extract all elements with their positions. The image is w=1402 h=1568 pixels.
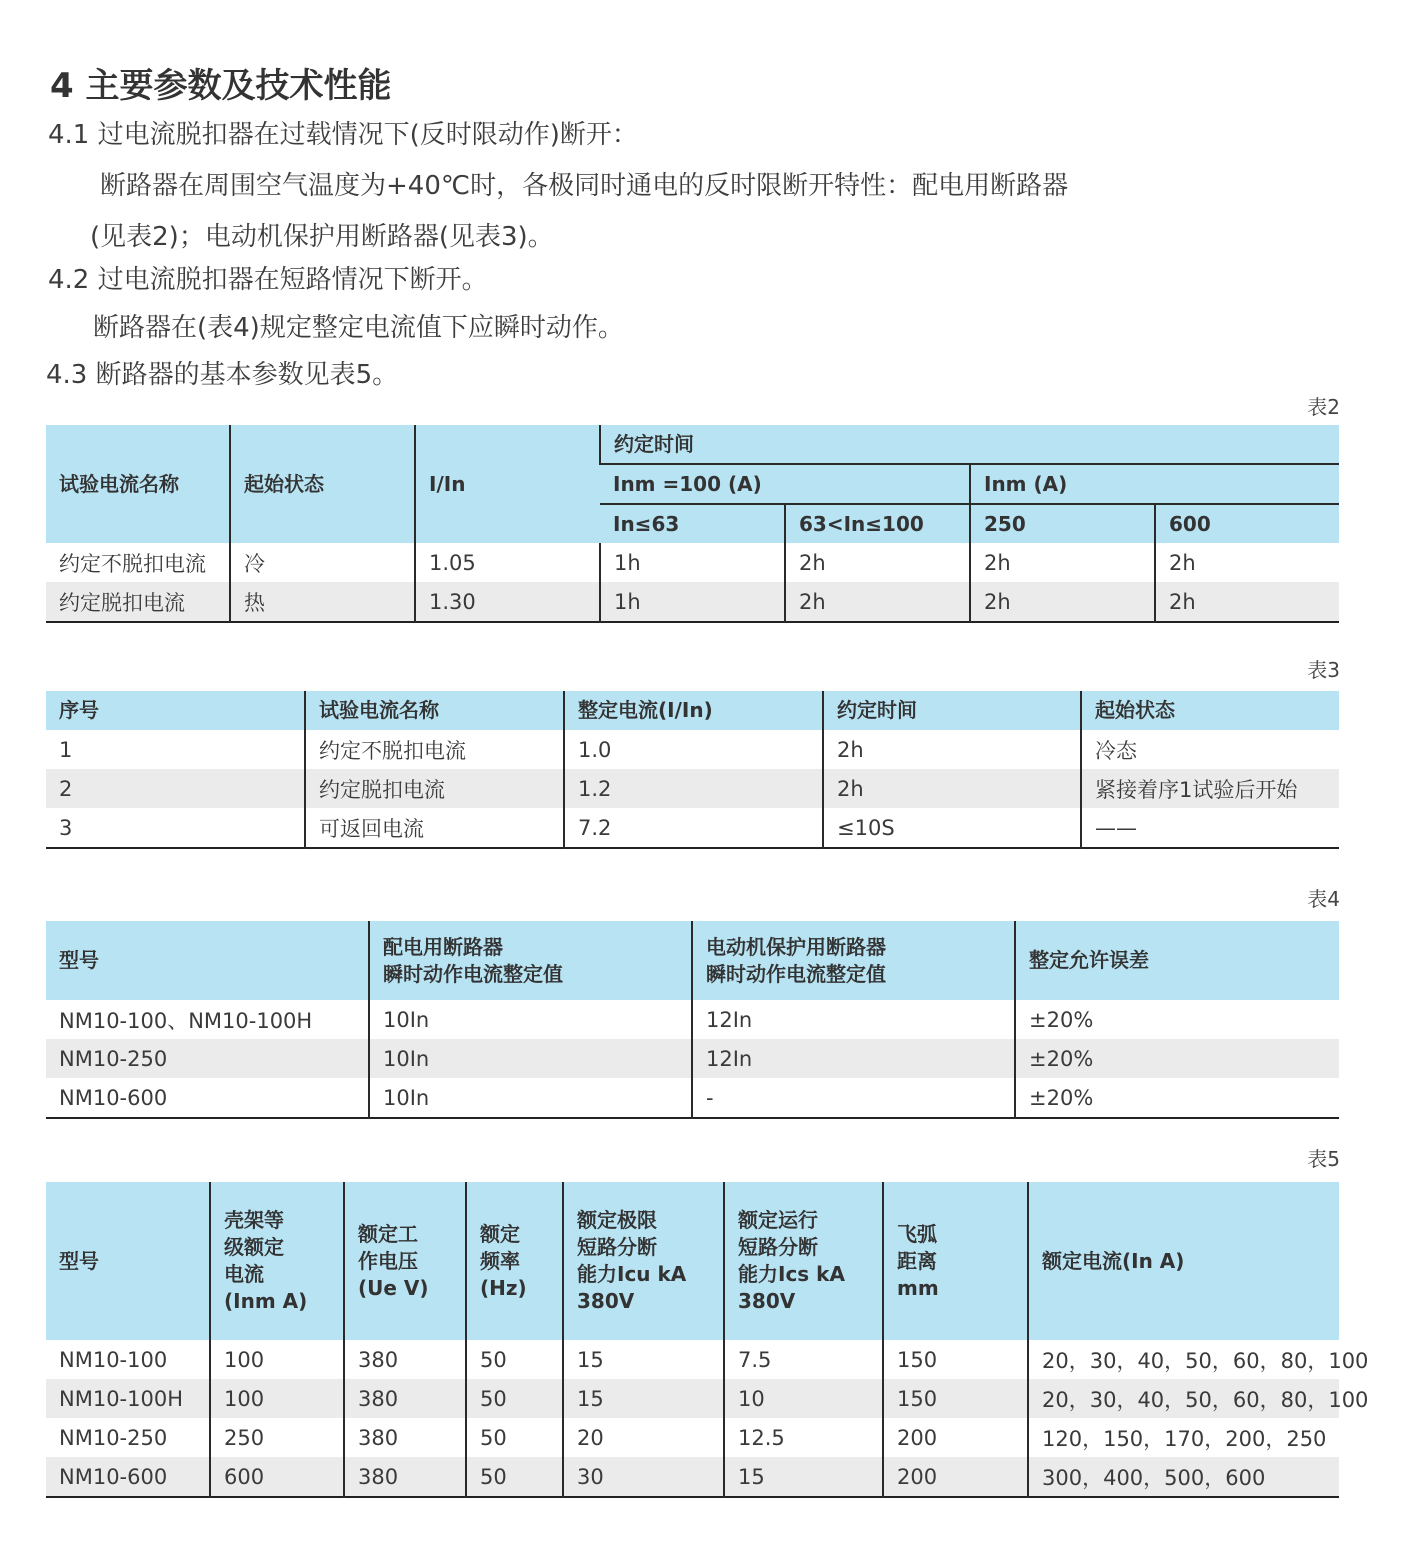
t3-header-state: 起始状态 (1081, 691, 1339, 730)
table3 (46, 691, 1339, 849)
t5-cell: 50 (466, 1418, 563, 1457)
t5-cell: 15 (563, 1340, 724, 1379)
table2-caption: 表2 (1307, 395, 1340, 419)
t5-header-line: 380V (738, 1289, 796, 1313)
t5-header-line: 额定工 (358, 1221, 418, 1246)
t5-header-line: (Hz) (480, 1275, 527, 1300)
t4-cell: ±20% (1015, 1039, 1339, 1078)
t4-cell: ±20% (1015, 1000, 1339, 1039)
t2-header-sub1: In≤63 (600, 504, 785, 543)
t5-header-line: 飞弧 (897, 1221, 937, 1246)
t4-header-distribution (369, 921, 692, 1000)
t3-cell: 约定脱扣电流 (305, 769, 564, 808)
t2-cell: 1h (600, 582, 785, 622)
t2-header-sub4: 600 (1155, 504, 1339, 543)
t5-header-line: mm (897, 1275, 939, 1300)
t4-header-tolerance: 整定允许误差 (1015, 921, 1339, 1000)
para-4-2: 4.2 过电流脱扣器在短路情况下断开。 (48, 265, 488, 295)
t4-cell: 10In (369, 1000, 692, 1039)
t5-header-line: 距离 (897, 1248, 937, 1273)
table-row (46, 1340, 1339, 1379)
t5-header-model: 型号 (46, 1182, 210, 1340)
t5-cell: 250 (210, 1418, 344, 1457)
t3-header-time: 约定时间 (823, 691, 1081, 730)
t2-cell: 约定脱扣电流 (46, 582, 230, 622)
t4-header-motor-line2: 瞬时动作电流整定值 (706, 961, 886, 986)
t4-header-motor (692, 921, 1015, 1000)
t5-cell: 50 (466, 1340, 563, 1379)
t5-cell: 15 (563, 1379, 724, 1418)
t5-cell: 12.5 (724, 1418, 883, 1457)
t5-header-arc (883, 1182, 1028, 1340)
t5-header-line: 额定 (480, 1221, 520, 1246)
t3-header-index: 序号 (46, 691, 305, 730)
t3-cell: 1.2 (564, 769, 823, 808)
t5-header-line: 能力Icu kA (577, 1262, 687, 1286)
t5-header-line: 级额定 (224, 1235, 284, 1259)
t3-cell: 7.2 (564, 808, 823, 848)
table-row (46, 730, 1339, 769)
t4-cell: ±20% (1015, 1078, 1339, 1118)
t2-cell: 2h (1155, 543, 1339, 582)
t5-cell: NM10-100 (59, 1347, 168, 1372)
t3-cell: —— (1081, 808, 1339, 848)
t5-header-line: 额定运行 (738, 1208, 818, 1232)
t4-cell: 12In (692, 1000, 1015, 1039)
section-heading: 4 主要参数及技术性能 (50, 66, 392, 106)
table-row (46, 582, 1339, 622)
t3-cell: 3 (59, 815, 73, 840)
t5-cell: 20，30，40，50，60，80，100 (1028, 1379, 1339, 1418)
para-4-2-body: 断路器在(表4)规定整定电流值下应瞬时动作。 (93, 313, 624, 343)
t5-cell: 300，400，500，600 (1028, 1457, 1339, 1497)
t5-cell: 50 (466, 1379, 563, 1418)
t4-header-motor-line1: 电动机保护用断路器 (706, 934, 886, 959)
t5-header-frame-current (210, 1182, 344, 1340)
t2-cell: 2h (1155, 582, 1339, 622)
t3-cell: ≤10S (823, 808, 1081, 848)
para-4-1: 4.1 过电流脱扣器在过载情况下(反时限动作)断开： (48, 120, 638, 150)
t5-header-voltage (344, 1182, 466, 1340)
t2-cell: 热 (230, 582, 415, 622)
t5-cell: 7.5 (724, 1340, 883, 1379)
t4-header-model: 型号 (46, 921, 369, 1000)
t2-cell: 冷 (230, 543, 415, 582)
t4-cell: NM10-600 (59, 1085, 168, 1110)
t2-header-sub3: 250 (970, 504, 1155, 543)
t2-cell: 2h (785, 582, 970, 622)
t2-cell: 约定不脱扣电流 (59, 551, 206, 576)
t5-header-line: (Ue V) (358, 1275, 429, 1300)
t5-header-rated-current: 额定电流(In A) (1028, 1182, 1339, 1340)
t5-header-line: 短路分断 (577, 1235, 657, 1259)
t5-header-line: 作电压 (358, 1248, 418, 1273)
t5-header-frequency (466, 1182, 563, 1340)
t3-cell: 可返回电流 (305, 808, 564, 848)
t5-cell: 380 (344, 1457, 466, 1497)
t5-header-line: 电流 (224, 1262, 264, 1286)
t2-header-sub2: 63<In≤100 (785, 504, 970, 543)
t5-cell: 200 (883, 1418, 1028, 1457)
t2-cell: 2h (785, 543, 970, 582)
t5-cell: 50 (466, 1457, 563, 1497)
table-row (46, 543, 1339, 582)
para-4-3: 4.3 断路器的基本参数见表5。 (46, 360, 399, 390)
t5-cell: 15 (724, 1457, 883, 1497)
t5-cell: 20，30，40，50，60，80，100 (1028, 1340, 1339, 1379)
t5-cell: NM10-600 (46, 1457, 210, 1497)
table5-caption: 表5 (1307, 1147, 1340, 1171)
t2-header-inm100: Inm =100 (A) (600, 464, 970, 504)
t5-cell: 10 (724, 1379, 883, 1418)
t5-header-icu (563, 1182, 724, 1340)
t5-cell: 150 (883, 1379, 1028, 1418)
t5-cell: 380 (344, 1418, 466, 1457)
t3-cell: 紧接着序1试验后开始 (1081, 769, 1339, 808)
table-row (46, 1457, 1339, 1497)
t2-header-inm: Inm (A) (970, 464, 1339, 504)
t3-cell: 2h (823, 730, 1081, 769)
t5-cell: 120，150，170，200，250 (1028, 1418, 1339, 1457)
t5-cell: 100 (210, 1340, 344, 1379)
t5-cell: 100 (210, 1379, 344, 1418)
t2-header-name: 试验电流名称 (46, 425, 230, 543)
table-row (46, 1000, 1339, 1039)
t2-header-state: 起始状态 (230, 425, 415, 543)
t5-cell: 600 (210, 1457, 344, 1497)
table-row (46, 1039, 1339, 1078)
t5-header-line: 短路分断 (738, 1235, 818, 1259)
table3-caption: 表3 (1307, 658, 1340, 682)
t4-cell: NM10-100、NM10-100H (59, 1008, 313, 1033)
t3-header-name: 试验电流名称 (305, 691, 564, 730)
table4 (46, 921, 1339, 1119)
t5-cell: 380 (344, 1379, 466, 1418)
t5-header-ics (724, 1182, 883, 1340)
t5-cell: NM10-250 (59, 1425, 168, 1450)
t4-cell: 10In (369, 1039, 692, 1078)
t5-cell: 20 (563, 1418, 724, 1457)
table2 (46, 425, 1339, 623)
t3-cell: 2h (823, 769, 1081, 808)
t5-cell: 30 (563, 1457, 724, 1497)
t4-cell: 10In (369, 1078, 692, 1118)
table-row (46, 769, 1339, 808)
t5-header-line: 额定极限 (577, 1208, 657, 1232)
table5 (46, 1182, 1369, 1498)
t2-header-ratio: I/In (415, 425, 600, 543)
table-row (46, 1379, 1339, 1418)
para-4-1-body-cont: (见表2)；电动机保护用断路器(见表3)。 (90, 222, 554, 252)
t2-cell: 1h (600, 543, 785, 582)
t3-cell: 冷态 (1081, 730, 1339, 769)
t5-header-line: 频率 (480, 1248, 520, 1273)
para-4-1-body: 断路器在周围空气温度为+40℃时，各极同时通电的反时限断开特性：配电用断路器 (100, 171, 1069, 201)
t5-cell: 150 (883, 1340, 1028, 1379)
t4-cell: NM10-250 (46, 1039, 369, 1078)
t3-cell: 2 (46, 769, 305, 808)
t5-header-line: 380V (577, 1289, 635, 1313)
t5-header-line: 能力Ics kA (738, 1262, 845, 1286)
t4-cell: 12In (692, 1039, 1015, 1078)
t4-cell: - (692, 1078, 1015, 1118)
t2-cell: 1.30 (415, 582, 600, 622)
t2-header-time: 约定时间 (600, 425, 1339, 464)
t5-cell: NM10-100H (46, 1379, 210, 1418)
t3-cell: 1 (59, 737, 73, 762)
t3-header-setting: 整定电流(I/In) (564, 691, 823, 730)
t5-cell: 380 (344, 1340, 466, 1379)
t2-cell: 1.05 (415, 543, 600, 582)
t2-cell: 2h (970, 582, 1155, 622)
table-row (46, 1078, 1339, 1118)
table4-caption: 表4 (1307, 887, 1340, 911)
t3-cell: 1.0 (564, 730, 823, 769)
t5-cell: 200 (883, 1457, 1028, 1497)
table-row (46, 1418, 1339, 1457)
t5-header-line: (Inm A) (224, 1289, 308, 1313)
t2-cell: 2h (970, 543, 1155, 582)
t4-header-dist-line2: 瞬时动作电流整定值 (383, 961, 563, 986)
t3-cell: 约定不脱扣电流 (305, 730, 564, 769)
t5-header-line: 壳架等 (224, 1208, 284, 1232)
t4-header-dist-line1: 配电用断路器 (383, 934, 503, 959)
table-row (46, 808, 1339, 848)
